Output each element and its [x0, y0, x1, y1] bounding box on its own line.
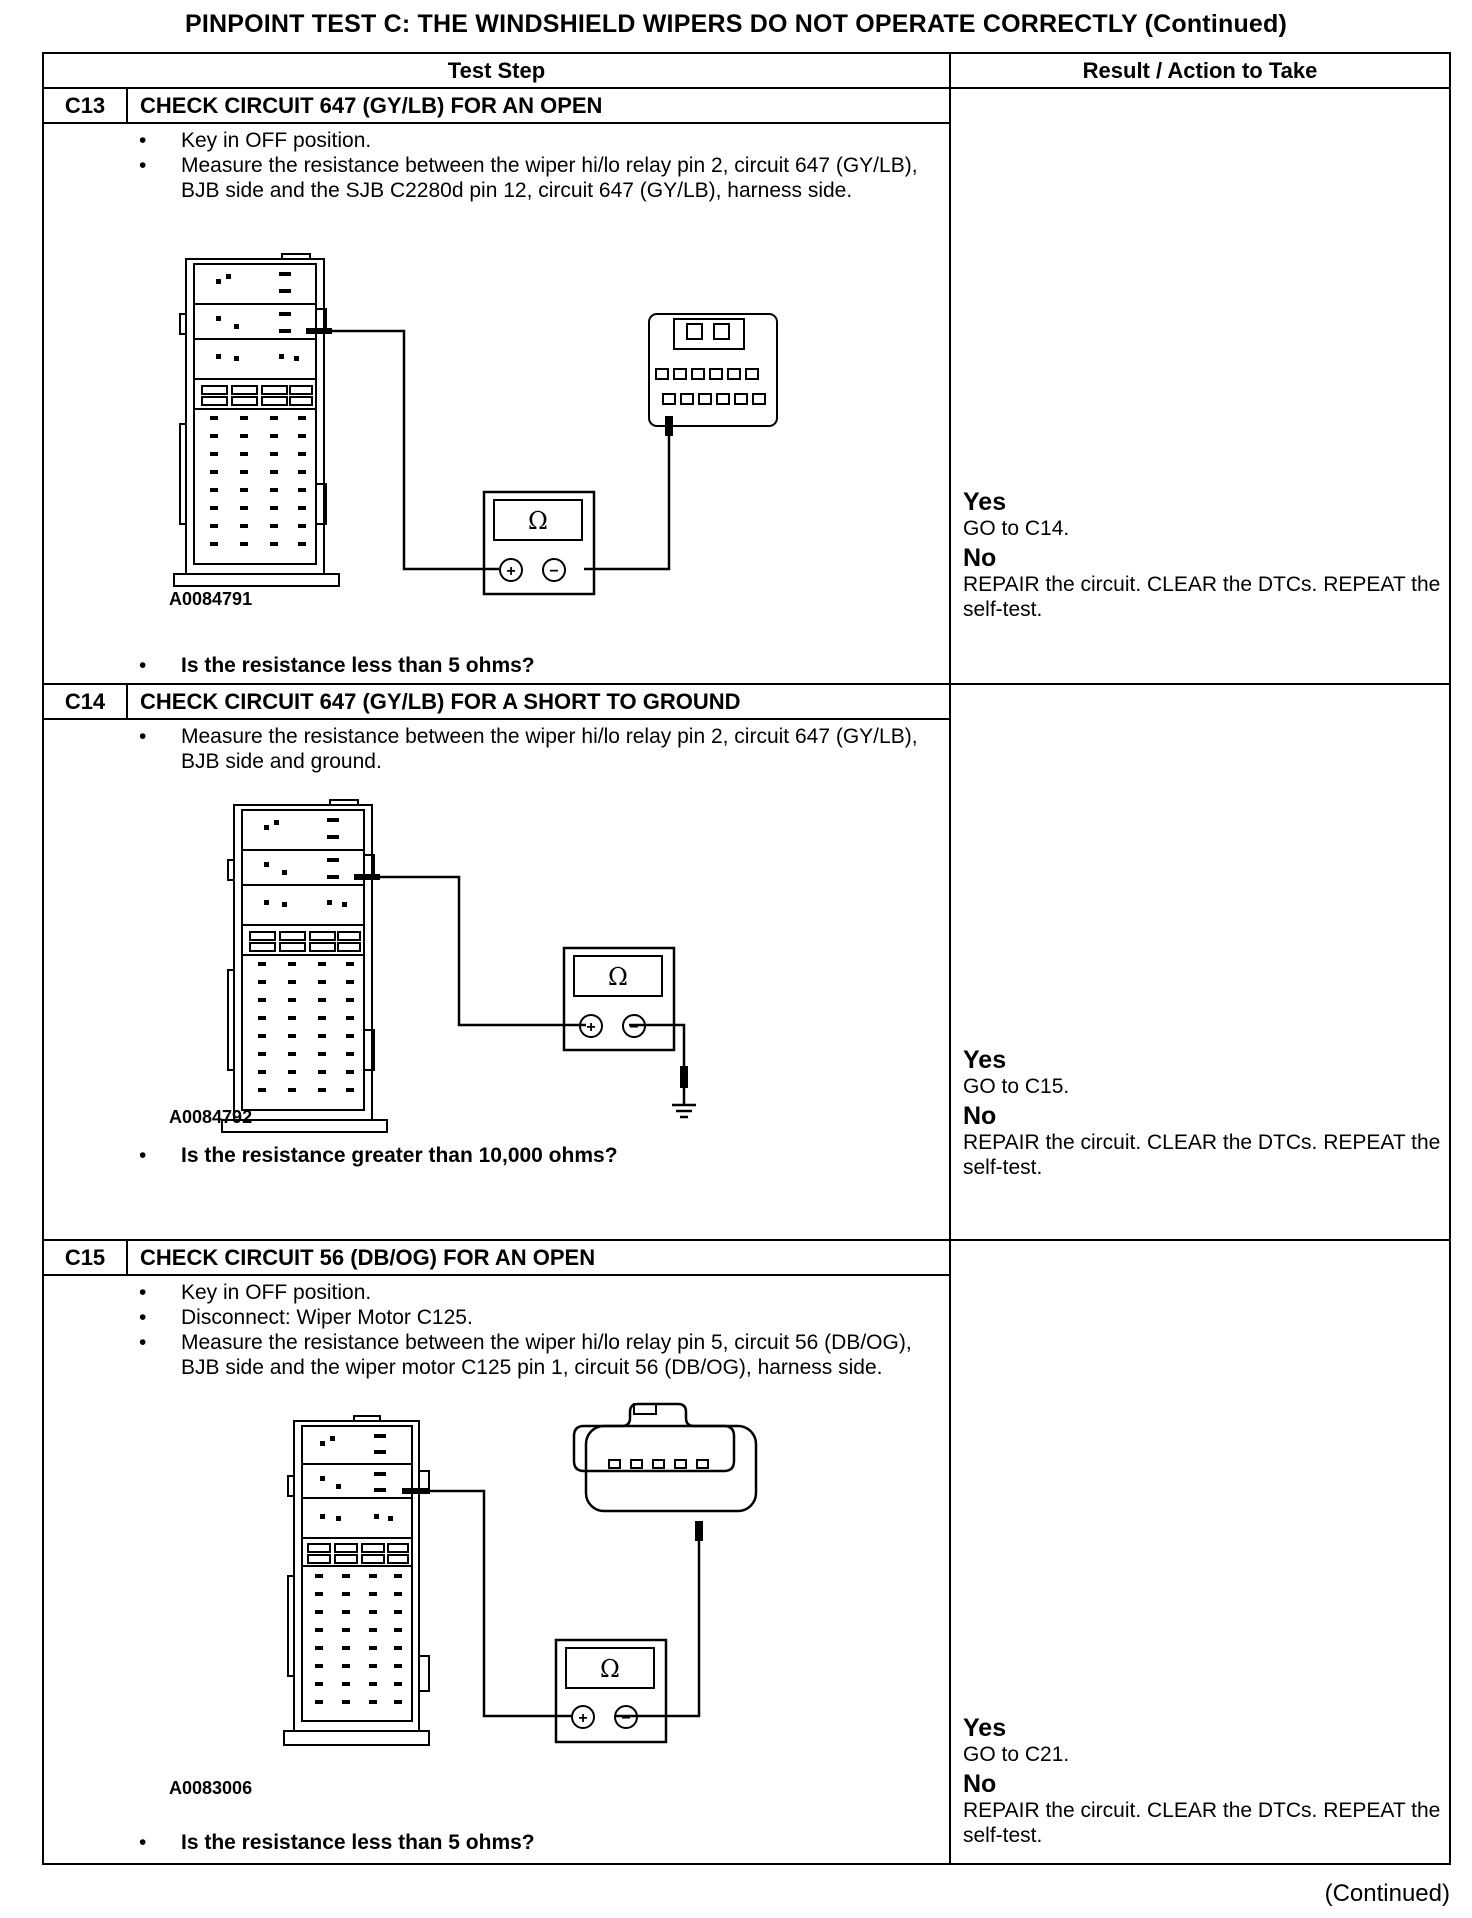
step-title: CHECK CIRCUIT 647 (GY/LB) FOR AN OPEN	[140, 92, 603, 118]
positive-lead	[380, 877, 586, 1025]
figure-id: A0084791	[169, 589, 253, 609]
ohm-symbol: Ω	[528, 507, 548, 535]
instruction-item: • Measure the resistance between the wiper hi/lo relay pin 2, circuit 647 (GY/LB), BJB side and the SJB C2280d pin 12, circuit 647 (GY/LB), harness side.	[139, 153, 919, 203]
column-header-result: Result / Action to Take	[950, 53, 1450, 88]
yes-label: Yes	[963, 1046, 1007, 1074]
step-question: • Is the resistance less than 5 ohms?	[139, 654, 535, 678]
step-header	[44, 89, 949, 124]
ohm-symbol: Ω	[600, 1655, 620, 1683]
result-block	[963, 489, 1449, 622]
step-question: • Is the resistance greater than 10,000 ohms?	[139, 1144, 618, 1168]
yes-action: GO to C14.	[963, 517, 1070, 540]
yes-action: GO to C15.	[963, 1075, 1070, 1098]
instruction-item: • Disconnect: Wiper Motor C125.	[139, 1305, 919, 1330]
no-action: REPAIR the circuit. CLEAR the DTCs. REPEAT the self-test.	[963, 1131, 1441, 1179]
step-row-c13	[43, 88, 1450, 684]
figure-id: A0084792	[169, 1107, 253, 1127]
instruction-item: • Key in OFF position.	[139, 128, 919, 153]
negative-lead	[584, 434, 669, 569]
minus-terminal: −	[549, 563, 559, 580]
probe-tip	[306, 328, 332, 334]
no-label: No	[963, 1770, 997, 1798]
step-question: • Is the resistance less than 5 ohms?	[139, 1831, 535, 1855]
step-title: CHECK CIRCUIT 56 (DB/OG) FOR AN OPEN	[140, 1244, 596, 1270]
ground-symbol	[672, 1088, 696, 1117]
pinpoint-test-table	[42, 52, 1451, 1865]
positive-lead	[430, 1491, 572, 1716]
positive-lead	[332, 331, 499, 569]
probe-tip	[680, 1066, 688, 1088]
wiper-motor-connector	[574, 1404, 756, 1511]
step-row-c14	[43, 684, 1450, 1240]
page-title: PINPOINT TEST C: THE WINDSHIELD WIPERS DO NOT OPERATE CORRECTLY (Continued)	[184, 10, 1288, 38]
probe-tip	[402, 1488, 430, 1494]
step-row-c15	[43, 1240, 1450, 1864]
yes-action: GO to C21.	[963, 1743, 1070, 1766]
result-block	[963, 1715, 1449, 1848]
no-action: REPAIR the circuit. CLEAR the DTCs. REPEAT the self-test.	[963, 573, 1441, 621]
minus-terminal: −	[629, 1019, 639, 1036]
step-id: C14	[44, 685, 128, 718]
yes-label: Yes	[963, 488, 1007, 516]
probe-tip	[354, 874, 380, 880]
step-header	[44, 1241, 949, 1276]
wiring-diagram-c15	[44, 1276, 949, 1863]
step-id: C13	[44, 89, 128, 122]
yes-label: Yes	[963, 1714, 1007, 1742]
step-header	[44, 685, 949, 720]
minus-terminal: −	[621, 1710, 631, 1727]
instruction-item: • Measure the resistance between the wiper hi/lo relay pin 2, circuit 647 (GY/LB), BJB side and ground.	[139, 724, 919, 774]
instruction-item: • Measure the resistance between the wiper hi/lo relay pin 5, circuit 56 (DB/OG), BJB side and the wiper motor C125 pin 1, circuit 56 (DB/OG), harness side.	[139, 1330, 919, 1380]
no-action: REPAIR the circuit. CLEAR the DTCs. REPEAT the self-test.	[963, 1799, 1441, 1847]
plus-terminal: +	[506, 563, 516, 580]
table-header-row	[43, 53, 1450, 88]
sjb-connector	[649, 314, 777, 426]
ohm-symbol: Ω	[608, 963, 628, 991]
instruction-item: • Key in OFF position.	[139, 1280, 919, 1305]
result-block	[963, 1047, 1449, 1180]
plus-terminal: +	[586, 1019, 596, 1036]
continued-footer: (Continued)	[1324, 1880, 1450, 1907]
column-header-test-step: Test Step	[43, 53, 950, 88]
no-label: No	[963, 1102, 997, 1130]
no-label: No	[963, 544, 997, 572]
step-title: CHECK CIRCUIT 647 (GY/LB) FOR A SHORT TO GROUND	[140, 688, 741, 714]
plus-terminal: +	[578, 1710, 588, 1727]
probe-tip	[695, 1521, 703, 1541]
figure-id: A0083006	[169, 1778, 253, 1798]
step-id: C15	[44, 1241, 128, 1274]
